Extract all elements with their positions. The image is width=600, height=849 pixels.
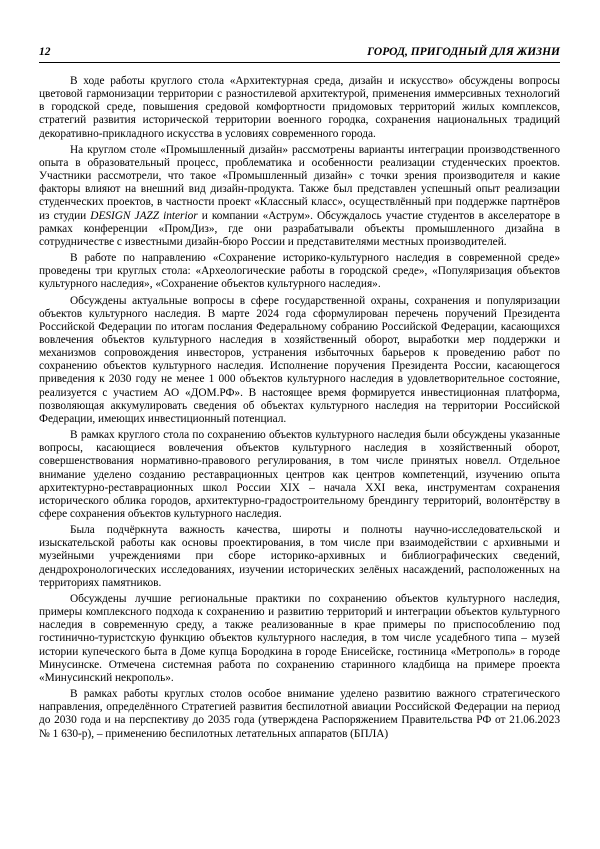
paragraph: Была подчёркнута важность качества, широты и полноты научно-исследовательской и изыскательской работы как основы проектирования, в том числе при взаимодействии с архивными и музейными учреждениями при сборе историко-архивных и библиографических сведений, дендрохронологических исследованиях, изучении исторических зелёных насаждений, расположенных на территориях памятников. xyxy=(39,524,560,589)
document-body xyxy=(39,75,560,741)
paragraph: В ходе работы круглого стола «Архитектурная среда, дизайн и искусство» обсуждены вопросы цветовой гармонизации территории с разностилевой архитектурой, применения иммерсивных технологий в городской среде, повышения средовой комфортности придомовых территорий жилых комплексов, стратегий развития исторической территории военного городка, сохранения национальных традиций декоративно-прикладного искусства в условиях современного города. xyxy=(39,75,560,140)
paragraph: В рамках круглого стола по сохранению объектов культурного наследия были обсуждены указанные вопросы, касающиеся вовлечения объектов культурного наследия в хозяйственный оборот, совершенствования нормативно-правового регулирования, в том числе принятых новелл. Отдельное внимание уделено созданию реставрационных центров как центров компетенций, изучению опыта архитектурно-реставрационных школ России XIX – начала XXI века, инструментам сохранения исторического облика городов, архитектурно-градостроительному брендингу территорий, волонтёрству в сфере сохранения объектов культурного наследия. xyxy=(39,429,560,520)
running-head xyxy=(39,46,560,63)
paragraph: В рамках работы круглых столов особое внимание уделено развитию важного стратегического направления, определённого Стратегией развития беспилотной авиации Российской Федерации на период до 2030 года и на перспективу до 2035 года (утверждена Распоряжением Правительства РФ от 21.06.2023 № 1 630-р), – применению беспилотных летательных аппаратов (БПЛА) xyxy=(39,688,560,740)
paragraph: В работе по направлению «Сохранение историко-культурного наследия в современной среде» проведены три круглых стола: «Археологические работы в городской среде», «Популяризация объектов культурного наследия», «Сохранение объектов культурного наследия». xyxy=(39,252,560,291)
paragraph xyxy=(39,144,560,249)
studio-name: DESIGN JAZZ interior xyxy=(90,209,198,222)
paragraph: Обсуждены лучшие региональные практики по сохранению объектов культурного наследия, примеры комплексного подхода к сохранению и развитию территорий и интеграции объектов культурного наследия в современную среду, а также реализованные в крае примеры по приспособлению под гостинично-туристскую функцию объектов культурного наследия, в том числе усадебного типа – музей истории купеческого быта в Доме купца Бородкина в городе Енисейске, гостиница «Метрополь» в городе Минусинске. Отмечена системная работа по сохранению старинного кладбища на примере проекта «Минусинский некрополь». xyxy=(39,592,560,684)
paragraph-text: и компании «Аструм». Обсуждалось участие студентов в акселераторе в рамках конференции «ПромДиз», где они разрабатывали объекты промышленного дизайна в сотрудничестве с известными дизайн-бюро России и представителями местных производителей. xyxy=(39,209,560,248)
page-number: 12 xyxy=(39,46,51,58)
paragraph: Обсуждены актуальные вопросы в сфере государственной охраны, сохранения и популяризации объектов культурного наследия. В марте 2024 года сформулирован перечень поручений Президента Российской Федерации по итогам послания Федеральному собранию Российской Федерации, касающихся вовлечения объектов культурного наследия в хозяйственный оборот, выработки мер поддержки и механизмов сопровождения инвесторов, устранения избыточных барьеров к проведению работ по сохранению объектов культурного наследия. Исполнение поручения Президента России, касающегося приведения к 2030 году не менее 1 000 объектов культурного наследия в удовлетворительное состояние, реализуется с участием АО «ДОМ.РФ». В настоящее время формируется инвестиционная платформа, позволяющая аккумулировать сведения об объектах культурного наследия на территории Российской Федерации, имеющих инвестиционный потенциал. xyxy=(39,294,560,425)
paragraph-text: На круглом столе «Промышленный дизайн» рассмотрены варианты интеграции производственного опыта в образовательный процесс, проблематика и особенности реализации студенческих проектов. Участники рассмотрели, что такое «Промышленный дизайн» с точки зрения производителя и какие факторы влияют на внешний вид дизайн-продукта. Также был представлен успешный опыт реализации студенческих проектов, в частности проект «Классный класс», осуществлённый при поддержке партнёров из студии xyxy=(39,143,560,222)
running-title: ГОРОД, ПРИГОДНЫЙ ДЛЯ ЖИЗНИ xyxy=(367,46,560,58)
